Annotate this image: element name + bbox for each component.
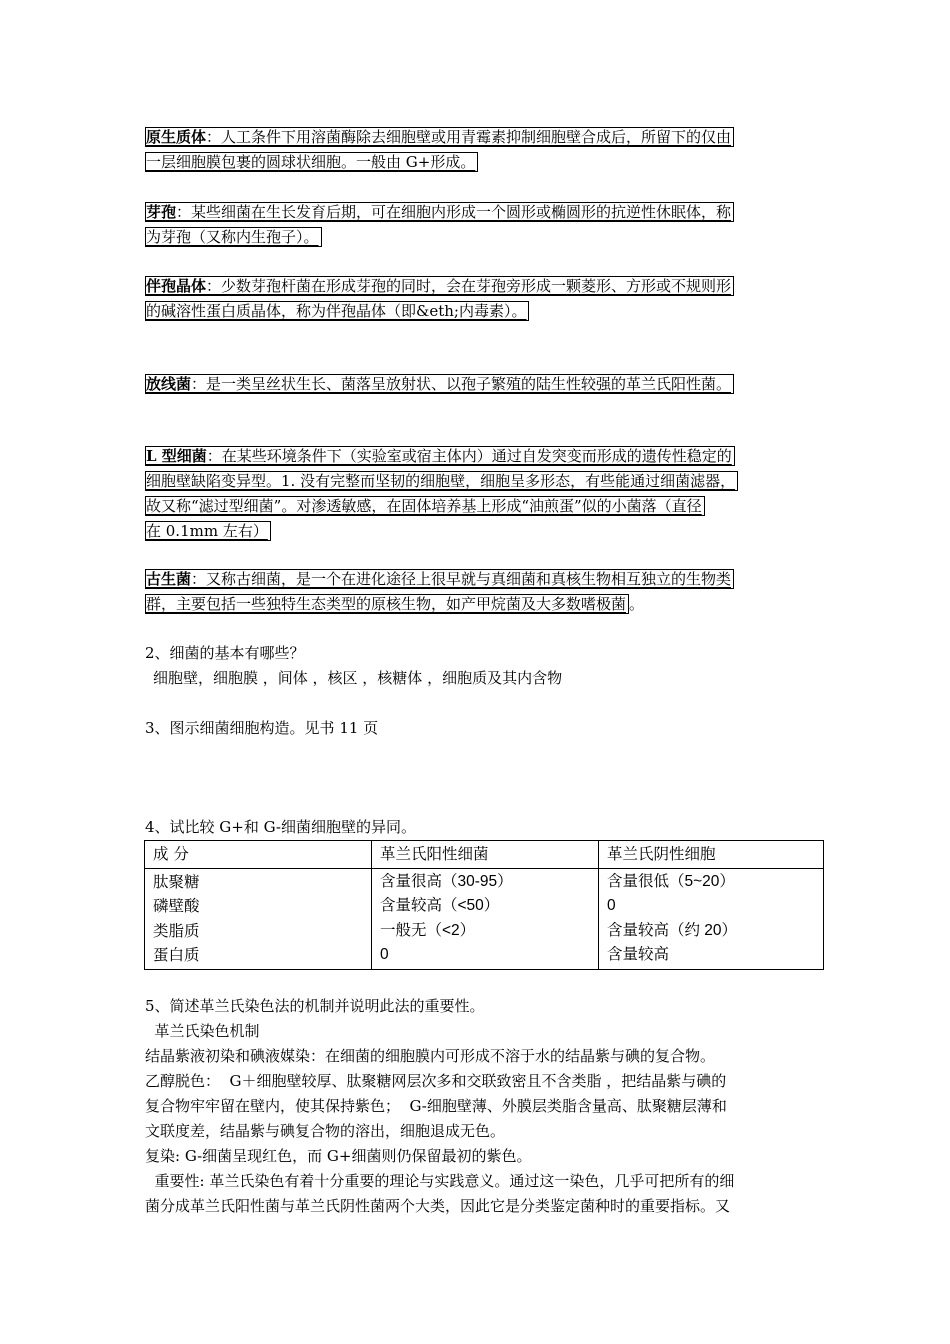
question-2: 2、细菌的基本有哪些？ <box>145 644 305 662</box>
term-spore: 芽孢 <box>146 203 177 221</box>
definition-spore-line1: 芽孢：某些细菌在生长发育后期，可在细胞内形成一个圆形或椭圆形的抗逆性休眠体，称 <box>145 202 734 222</box>
table-header-cell: 革兰氏阳性细菌 <box>372 841 599 869</box>
definition-lform-line1: L 型细菌：在某些环境条件下（实验室或宿主体内）通过自发突变而形成的遗传性稳定的 <box>145 446 735 466</box>
definition-lform-line4: 在 0.1mm 左右） <box>145 521 271 541</box>
q5-line: 复染: G-细菌呈现红色，而 G+细菌则仍保留最初的紫色。 <box>145 1147 532 1165</box>
term-archaea: 古生菌 <box>146 570 192 588</box>
table-header-cell: 革兰氏阴性细胞 <box>599 841 824 869</box>
table-cell-gram-positive-list: 含量很高（30-95） 含量较高（<50） 一般无（<2） 0 <box>372 868 599 969</box>
comparison-table <box>144 840 824 970</box>
q5-line: 乙醇脱色： G＋细胞壁较厚、肽聚糖网层次多和交联致密且不含类脂 ，把结晶紫与碘的 <box>145 1072 727 1090</box>
table-cell-component-list: 肽聚糖 磷壁酸 类脂质 蛋白质 <box>145 868 372 969</box>
table-row <box>145 868 824 969</box>
answer-2: 细胞壁，细胞膜 ，间体 ，核区 ，核糖体 ，细胞质及其内含物 <box>153 669 563 687</box>
definition-lform-line2: 细胞壁缺陷变异型。1. 没有完整而坚韧的细胞壁，细胞呈多形态，有些能通过细菌滤器， <box>145 471 738 491</box>
term-actinomycete: 放线菌 <box>146 375 192 393</box>
q5-line: 菌分成革兰氏阳性菌与革兰氏阴性菌两个大类，因此它是分类鉴定菌种时的重要指标。又 <box>145 1197 731 1215</box>
question-5: 5、简述革兰氏染色法的机制并说明此法的重要性。 <box>145 997 485 1015</box>
definition-archaea-line1: 古生菌：又称古细菌，是一个在进化途径上很早就与真细菌和真核生物相互独立的生物类 <box>145 569 734 589</box>
q5-line: 革兰氏染色机制 <box>145 1022 260 1040</box>
term-protoplast: 原生质体 <box>146 128 207 146</box>
q5-line: 重要性: 革兰氏染色有着十分重要的理论与实践意义。通过这一染色，几乎可把所有的细 <box>145 1172 735 1190</box>
q5-line: 复合物牢牢留在壁内，使其保持紫色； G-细胞壁薄、外膜层类脂含量高、肽聚糖层薄和 <box>145 1097 727 1115</box>
question-4: 4、试比较 G+和 G-细菌细胞壁的异同。 <box>145 818 416 836</box>
definition-archaea-line2: 群，主要包括一些独特生态类型的原核生物，如产甲烷菌及大多数嗜极菌 。 <box>146 595 645 613</box>
definition-protoplast-line1: 原生质体：人工条件下用溶菌酶除去细胞壁或用青霉素抑制细胞壁合成后，所留下的仅由 <box>145 127 734 147</box>
table-cell-gram-negative-list: 含量很低（5~20） 0 含量较高（约 20） 含量较高 <box>599 868 824 969</box>
term-lform: L 型细菌 <box>146 447 207 465</box>
definition-actinomycete-line1: 放线菌：是一类呈丝状生长、菌落呈放射状、以孢子繁殖的陆生性较强的革兰氏阳性菌。 <box>145 374 734 394</box>
definition-lform-line3: 故又称“滤过型细菌”。对渗透敏感，在固体培养基上形成“油煎蛋”似的小菌落（直径 <box>145 496 705 516</box>
table-header-cell: 成 分 <box>145 841 372 869</box>
question-3: 3、图示细菌细胞构造。见书 11 页 <box>145 719 379 737</box>
term-crystal: 伴孢晶体 <box>146 277 207 295</box>
q5-line: 文联度差，结晶紫与碘复合物的溶出，细胞退成无色。 <box>145 1122 506 1140</box>
definition-crystal-line2: 的碱溶性蛋白质晶体，称为伴孢晶体（即&eth;内毒素）。 <box>145 301 529 321</box>
table-header-row <box>145 841 824 869</box>
definition-crystal-line1: 伴孢晶体：少数芽孢杆菌在形成芽孢的同时，会在芽孢旁形成一颗菱形、方形或不规则形 <box>145 276 734 296</box>
definition-spore-line2: 为芽孢（又称内生孢子）。 <box>145 227 322 247</box>
definition-protoplast-line2: 一层细胞膜包裹的圆球状细胞。一般由 G+形成。 <box>145 152 478 172</box>
q5-line: 结晶紫液初染和碘液媒染：在细菌的细胞膜内可形成不溶于水的结晶紫与碘的复合物。 <box>145 1047 716 1065</box>
